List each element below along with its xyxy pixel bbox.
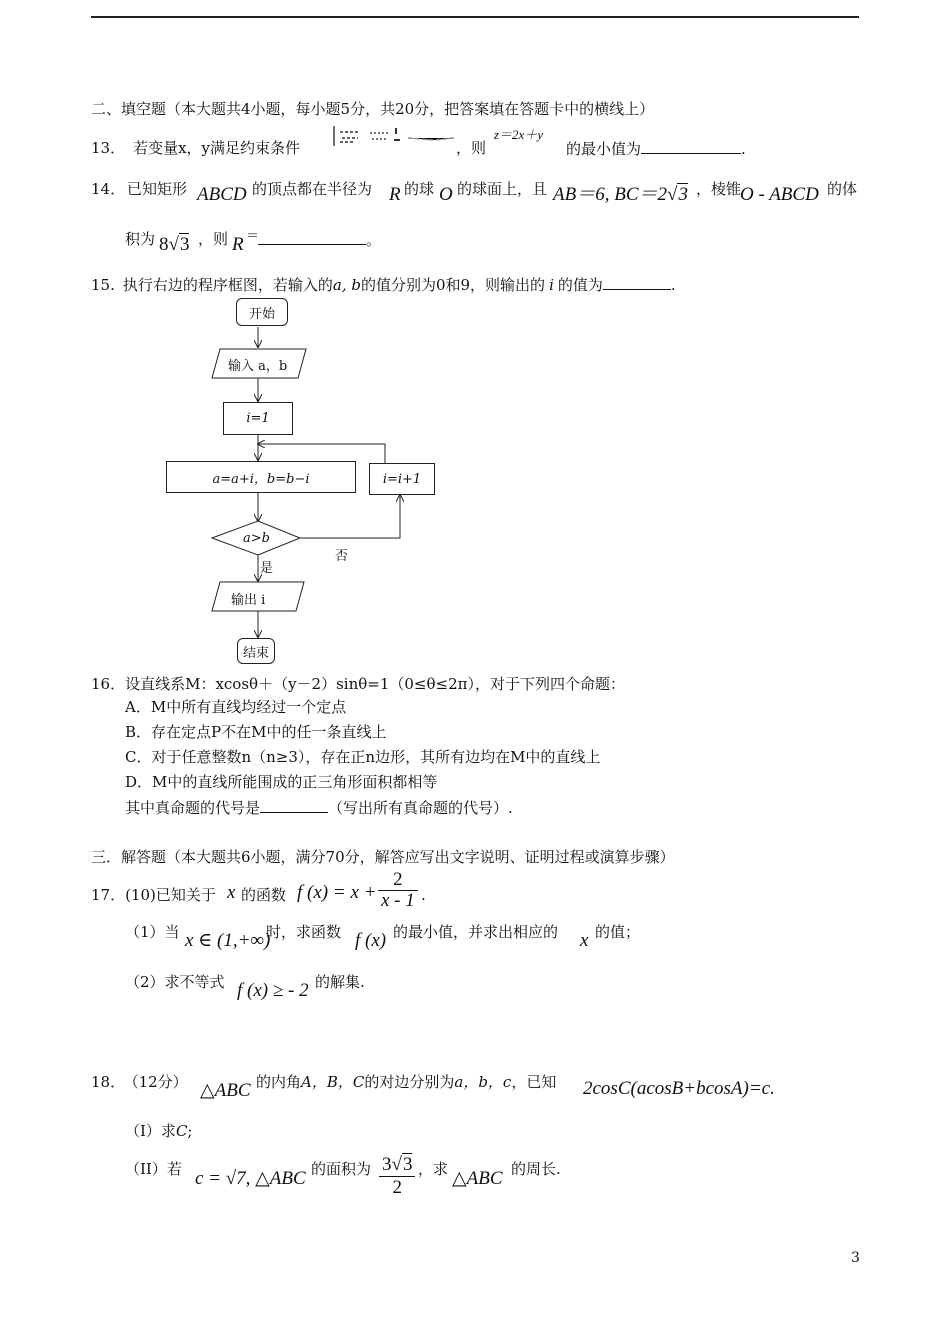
q18-area-fraction [379,1154,415,1199]
q17-p1-fx: f (x) [355,930,387,951]
q14-answer-blank [258,230,366,245]
q17-p2-text: 的解集. [315,973,365,991]
q13-expr: z＝2x＋y [494,127,544,142]
flowchart-yes: 是 [260,561,274,576]
q14-abcd: ABCD [197,184,247,205]
q15-text-c: 的值为 [557,276,603,294]
q14-eq: AB＝6, BC＝2√3 [553,184,688,205]
q13-comma: ，则 [456,139,487,157]
q18-p1-label: （I）求 [125,1122,176,1140]
q16-line1: 16．设直线系M：xcosθ＋（y－2）sinθ=1（0≤θ≤2π），对于下列四个命题： [91,675,625,693]
flowchart-no: 否 [335,549,349,564]
q18-text-a: 的内角 [256,1073,302,1091]
section3-heading: 三．解答题（本大题共6小题，满分70分，解答应写出文字说明、证明过程或演算步骤） [91,848,675,866]
q18-p2-label: （II）若 [125,1160,182,1178]
q16-option-d: D．M中的直线所能围成的正三角形面积都相等 [125,773,438,791]
q15-answer-blank [603,275,671,290]
q17-p2-label: （2）求不等式 [125,973,225,991]
q18-p1-C: C [175,1122,188,1140]
q15-number: 15. [91,276,115,294]
q14-eq-text: AB＝6, BC＝2 [553,184,667,205]
flowchart-end: 结束 [237,638,275,664]
q18-part1 [125,1122,192,1140]
q18-area-num-a: 3 [382,1154,392,1175]
top-rule [91,16,859,18]
q14-text-f: 的体 [827,180,858,198]
q14-R: R [389,184,401,205]
q18-p2-text-c: 的周长. [511,1160,561,1178]
q17-p1-label: （1）当 [125,923,180,941]
q15-text-a: 执行右边的程序框图，若输入的 [122,276,333,294]
q16-answer-blank [260,798,328,813]
q16-option-c: C．对于任意整数n（n≥3），存在正n边形，其所有边均在M中的直线上 [125,748,601,766]
q17-p1-text-a: 时，求函数 [266,923,342,941]
q14-text-e: ，棱锥 [696,180,742,198]
q14-vol-sqrt: 3 [179,234,190,255]
q14-line2-b: ，则 [198,230,229,248]
q13 [91,139,300,157]
q18-p1-end: ; [187,1122,193,1140]
q18-p2-text-a: 的面积为 [311,1160,372,1178]
q16-ask-a: 其中真命题的代号是 [125,799,261,817]
q17-text-a: 已知关于 [155,886,216,904]
q14-number: 14． [91,180,126,198]
q18-score: （12分） [131,1073,188,1091]
q14-text-d: 的球面上，且 [457,180,548,198]
q14-eqsign: ＝ [246,229,260,244]
q13-tail [566,139,746,158]
q17-number [91,886,216,904]
flowchart-increment: i=i+1 [369,463,435,495]
q14-volume: 8√3 [159,234,190,255]
q17-x: x [227,882,236,903]
q14-vol: 8 [159,234,169,255]
q18-p2-cond: c = √7, △ABC [195,1168,306,1189]
q16-ask [125,798,513,817]
q18-p2-text-b: ，求 [418,1160,449,1178]
q14-text-b: 的顶点都在半径为 [252,180,373,198]
flowchart-output-label: 输出 i [231,593,266,608]
q18-number [91,1073,188,1091]
q14-tail [258,230,381,249]
q13-end: . [741,140,746,158]
q13-text-b: 的最小值为 [566,140,642,158]
section2-heading: 二、填空题（本大题共4小题，每小题5分，共20分，把答案填在答题卡中的横线上） [91,100,655,118]
q14-text-a: 已知矩形 [127,180,188,198]
flowchart-update: a=a+i，b=b−i [166,461,356,493]
q17-fraction [378,870,418,911]
q14-end: 。 [366,231,382,249]
q16-ask-b: （写出所有真命题的代号）. [328,799,513,817]
q17-score: (10) [125,886,156,904]
constraint-system-image [330,124,458,148]
q17-p1-text-c: 的值； [595,923,641,941]
q16-option-b: B．存在定点P不在M中的任一条直线上 [125,723,387,741]
q17-fx: f (x) = x + [297,882,377,903]
q14-line2-a: 积为 [125,230,156,248]
page-number: 3 [851,1250,860,1266]
q18-area-num-sqrt: 3 [402,1154,413,1175]
q14-O: O [439,184,453,205]
q17-num: 17． [91,886,126,904]
q17-text-b: 的函数 [241,886,287,904]
flowchart-condition: a>b [243,531,270,546]
q18-triangle: △ABC [200,1080,251,1101]
q18-text-c: ，已知 [511,1073,557,1091]
flowchart-init: i=1 [223,402,293,435]
q18-area-den: 2 [392,1177,402,1198]
q13-number: 13． [91,139,126,157]
q18-desc [256,1073,556,1091]
q18-equation: 2cosC(acosB+bcosA)=c. [583,1078,775,1099]
q14-pyramid: O - ABCD [740,184,819,205]
q15-i: i [549,276,554,294]
q14-text-c: 的球 [404,180,435,198]
q14-sqrt3: 3 [678,184,688,205]
q17-p1-x: x [580,930,589,951]
q14-R2: R [232,234,244,255]
q13-answer-blank [641,139,741,154]
q15 [91,275,676,294]
q18-p2-triangle: △ABC [452,1168,503,1189]
flowchart-input-label: 输入 a，b [228,359,288,374]
q17-p1-cond: x ∈ (1,+∞) [185,930,271,951]
q15-text-b: 的值分别为0和9，则输出的 [360,276,546,294]
q18-num: 18． [91,1073,126,1091]
q18-area-num: 3√3 [379,1154,415,1177]
q18-text-b: 的对边分别为 [364,1073,455,1091]
q17-p1-text-b: 的最小值，并求出相应的 [393,923,559,941]
q17-frac-den: x - 1 [381,890,415,911]
q17-frac-num: 2 [378,870,418,891]
q18-sides: a，b，c [454,1073,512,1091]
q16-option-a: A．M中所有直线均经过一个定点 [125,698,347,716]
q17-end: . [421,886,426,904]
q13-text-a: 若变量x，y满足约束条件 [133,139,301,157]
q15-ab: a, b [332,276,361,294]
flowchart-start: 开始 [236,298,288,326]
q18-angles: A，B，C [301,1073,365,1091]
q17-p2-inequality: f (x) ≥ - 2 [237,980,309,1001]
q15-end: . [670,276,676,294]
